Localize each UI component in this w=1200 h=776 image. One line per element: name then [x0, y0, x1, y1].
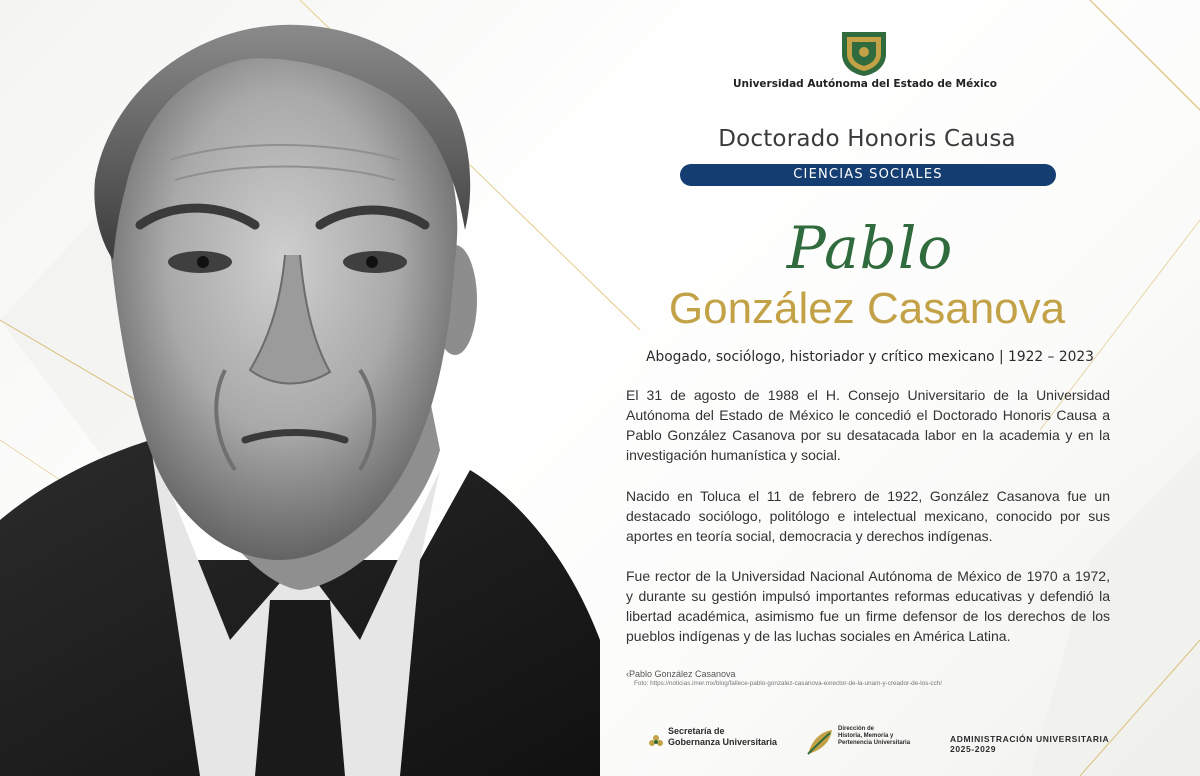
photo-caption: ‹Pablo González Casanova — [626, 669, 736, 679]
direccion-line: Historia, Memoria y — [838, 733, 894, 739]
direccion-line: Dirección de — [838, 726, 875, 732]
secretaria-line: Gobernanza Universitaria — [668, 737, 778, 747]
administracion-years: 2025-2029 — [950, 744, 997, 754]
secretaria-text — [668, 726, 777, 748]
administracion-line: ADMINISTRACIÓN UNIVERSITARIA — [950, 734, 1110, 744]
body-paragraph: Nacido en Toluca el 11 de febrero de 1922, González Casanova fue un destacado sociólogo, politólogo e intelectual mexicano, conocido por sus aportes en teoría social, democracia y derechos indígenas. — [626, 488, 1110, 544]
award-title: Doctorado Honoris Causa — [718, 126, 1016, 152]
secretaria-line: Secretaría de — [668, 726, 725, 736]
leaf-icon — [806, 728, 834, 756]
direccion-line: Pertenencia Universitaria — [838, 740, 911, 746]
body-paragraph: El 31 de agosto de 1988 el H. Consejo Universitario de la Universidad Autónoma del Estado de México le concedió el Doctorado Honoris Causa a Pablo González Casanova por su desatacada labor en la academia y en la investigación humanística y social. — [626, 387, 1110, 463]
administracion-text — [950, 734, 1109, 754]
photo-source: Foto: https://noticias.imer.mx/blog/fallece-pablo-gonzalez-casanova-exrector-de-la-unam-y-creador-de-los-cch/ — [634, 680, 942, 687]
university-shield-icon — [838, 26, 890, 78]
field-badge: CIENCIAS SOCIALES — [680, 164, 1056, 186]
body-paragraph: Fue rector de la Universidad Nacional Autónoma de México de 1970 a 1972, y durante su gestión impulsó importantes reformas educativas y defendió la libertad académica, asimismo fue un firme defensor de los derechos de los pueblos indígenas y de las luchas sociales en América Latina. — [626, 568, 1110, 644]
honoree-description: Abogado, sociólogo, historiador y crítico mexicano | 1922 – 2023 — [646, 349, 1094, 365]
honoree-first-name: Pablo — [786, 214, 954, 282]
flower-icon — [648, 734, 664, 750]
direccion-text — [838, 726, 910, 747]
university-name: Universidad Autónoma del Estado de México — [732, 78, 998, 90]
honoree-last-name: González Casanova — [668, 284, 1066, 333]
